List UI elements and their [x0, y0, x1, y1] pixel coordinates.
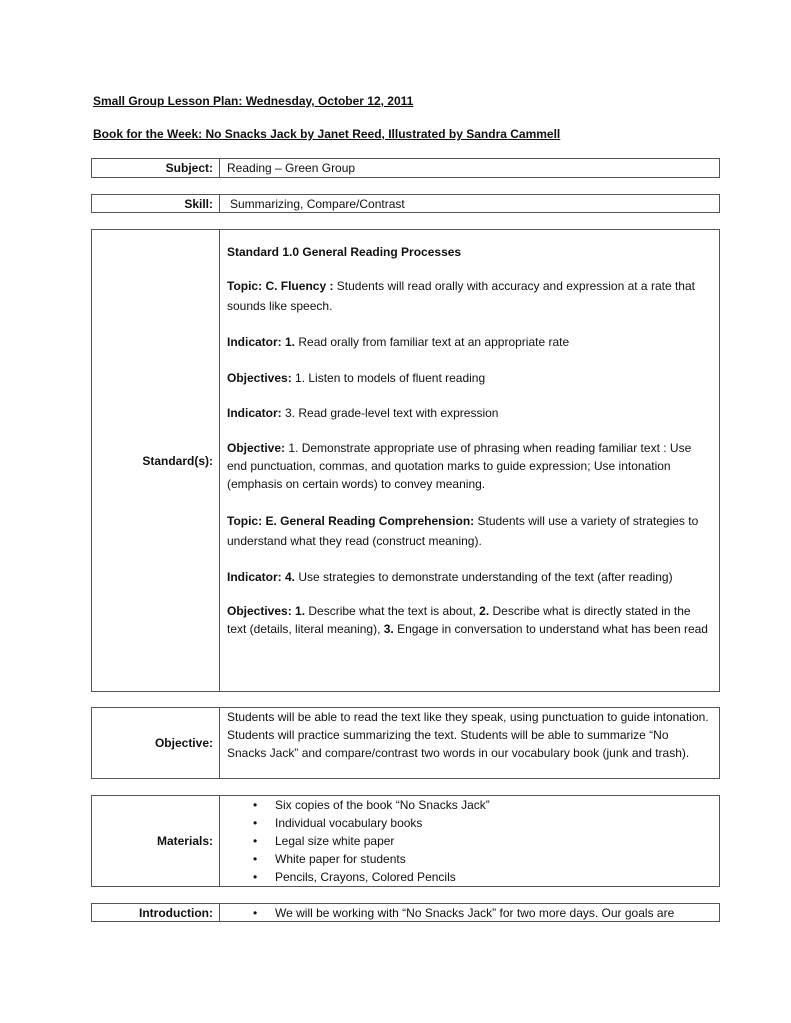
item-lead: Topic: C. Fluency : — [227, 279, 334, 293]
material-item: • Legal size white paper — [220, 832, 719, 850]
item-text: 1. Demonstrate appropriate use of phrasing when reading familiar text : Use end punctuation, commas, and quotation marks to guide expression; Use intonation (emphasis on certain words) to convey meaning. — [227, 441, 692, 491]
standard-item — [227, 404, 711, 422]
materials-content — [220, 796, 719, 886]
introduction-list — [220, 904, 719, 922]
standards-label: Standard(s): — [92, 230, 220, 691]
skill-label: Skill: — [92, 195, 220, 212]
item-lead: Indicator: — [227, 406, 282, 420]
item-text: Engage in conversation to understand what has been read — [393, 622, 708, 636]
item-text: Describe what the text is about, — [305, 604, 480, 618]
standard-item — [227, 439, 711, 493]
standard-item — [227, 276, 711, 316]
standard-heading: Standard 1.0 General Reading Processes — [227, 245, 462, 259]
materials-label: Materials: — [92, 796, 220, 886]
introduction-content — [220, 904, 719, 921]
materials-row — [91, 795, 720, 887]
material-item: • Six copies of the book “No Snacks Jack” — [220, 796, 719, 814]
material-item: • Pencils, Crayons, Colored Pencils — [220, 868, 719, 886]
subject-value: Reading – Green Group — [227, 161, 356, 175]
standards-content — [220, 230, 719, 691]
objective-label: Objective: — [92, 708, 220, 778]
introduction-label: Introduction: — [92, 904, 220, 921]
material-item: • Individual vocabulary books — [220, 814, 719, 832]
standard-item — [227, 333, 711, 351]
book-of-week: Book for the Week: No Snacks Jack by Janet Reed, Illustrated by Sandra Cammell — [93, 127, 561, 141]
item-lead: Objectives: 1. — [227, 604, 306, 618]
subject-label: Subject: — [92, 159, 220, 177]
standard-item — [227, 511, 711, 551]
materials-list — [220, 796, 719, 886]
objective-text: Students will be able to read the text like they speak, using punctuation to guide intonation. Students will practice summarizing the text. Students will be able to summarize “No Snacks Jack” and compare/contrast two words in our vocabulary book (junk and trash). — [227, 710, 709, 760]
standards-row — [91, 229, 720, 692]
objective-content — [220, 708, 719, 778]
item-text: Students will use a variety of strategies to understand what they read (construct meaning). — [227, 514, 699, 548]
item-text: Students will read orally with accuracy and expression at a rate that sounds like speech. — [227, 279, 695, 313]
introduction-item: • We will be working with “No Snacks Jack” for two more days. Our goals are — [220, 904, 719, 922]
item-lead: Objectives: — [227, 371, 292, 385]
lesson-plan-title: Small Group Lesson Plan: Wednesday, October 12, 2011 — [93, 94, 414, 108]
item-lead: Indicator: 4. — [227, 570, 296, 584]
item-text: Read orally from familiar text at an appropriate rate — [295, 335, 570, 349]
material-item: • White paper for students — [220, 850, 719, 868]
standard-objectives — [227, 602, 711, 638]
item-text: Describe what is directly stated in the text (details, literal meaning), — [227, 604, 691, 636]
skill-row — [91, 194, 720, 213]
item-lead: 3. — [383, 622, 394, 636]
item-lead: Objective: — [227, 441, 286, 455]
item-lead: 2. — [479, 604, 490, 618]
item-text: Use strategies to demonstrate understanding of the text (after reading) — [295, 570, 673, 584]
skill-value: Summarizing, Compare/Contrast — [230, 196, 405, 211]
item-text: 3. Read grade-level text with expression — [281, 406, 499, 420]
introduction-row — [91, 903, 720, 922]
standard-item — [227, 568, 711, 586]
item-text: 1. Listen to models of fluent reading — [291, 371, 486, 385]
item-lead: Topic: E. General Reading Comprehension: — [227, 514, 475, 528]
item-lead: Indicator: 1. — [227, 335, 296, 349]
standard-item — [227, 369, 711, 387]
subject-row — [91, 158, 720, 178]
objective-row — [91, 707, 720, 779]
